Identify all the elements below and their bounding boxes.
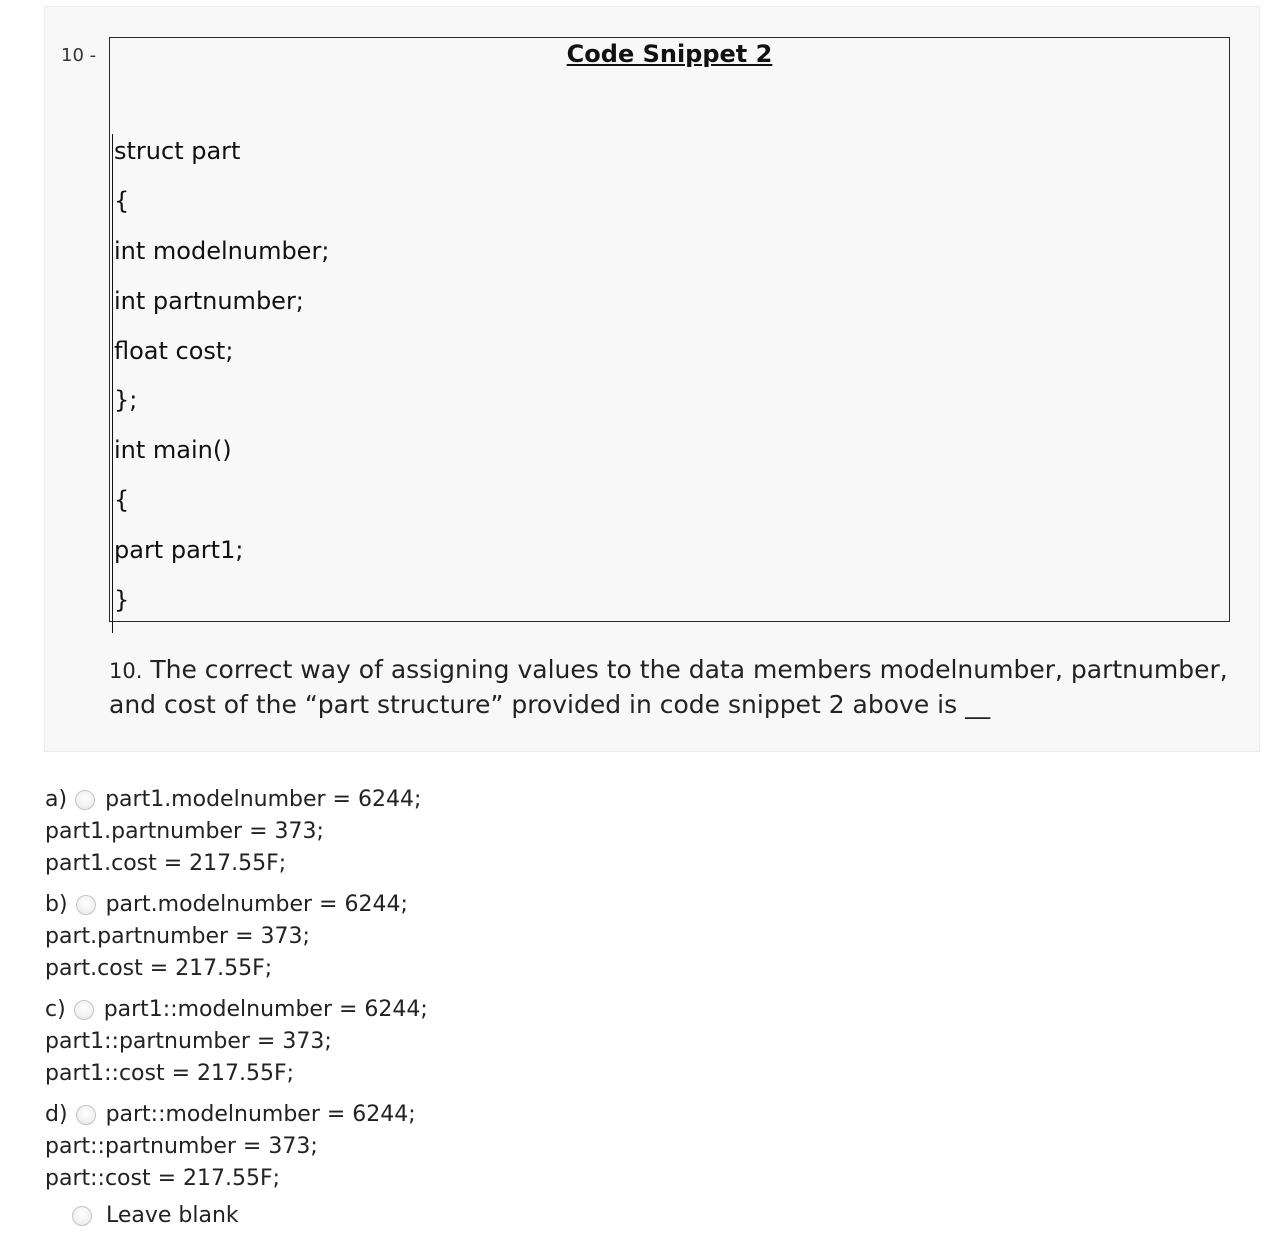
option-line: part.cost = 217.55F; <box>45 956 273 981</box>
option-line: part1::modelnumber = 6244; <box>103 997 428 1022</box>
prompt-number: 10. <box>109 659 143 683</box>
option-d-radio[interactable] <box>76 1105 96 1125</box>
option-line: part::cost = 217.55F; <box>45 1166 281 1191</box>
code-line: struct part <box>112 134 329 184</box>
code-line: int partnumber; <box>112 284 329 334</box>
option-d[interactable] <box>45 1099 428 1195</box>
option-line: part1.partnumber = 373; <box>45 819 324 844</box>
option-letter: c) <box>45 997 66 1022</box>
code-line: float cost; <box>112 334 329 384</box>
snippet-title: Code Snippet 2 <box>566 40 773 68</box>
option-line: part1.cost = 217.55F; <box>45 851 287 876</box>
option-line: part1::cost = 217.55F; <box>45 1061 295 1086</box>
option-line: part.modelnumber = 6244; <box>105 892 408 917</box>
option-a[interactable] <box>45 784 428 880</box>
option-c[interactable] <box>45 994 428 1090</box>
option-a-radio[interactable] <box>75 790 95 810</box>
option-line: part1::partnumber = 373; <box>45 1029 332 1054</box>
prompt-text: The correct way of assigning values to the data members modelnumber, partnumber, and cost of the “part structure” provided in code snippet 2 above is __ <box>109 655 1228 719</box>
code-line: { <box>112 184 329 234</box>
option-letter: a) <box>45 787 68 812</box>
option-line: part1.modelnumber = 6244; <box>105 787 422 812</box>
code-line: part part1; <box>112 533 329 583</box>
option-c-radio[interactable] <box>74 1000 94 1020</box>
answer-options <box>45 784 428 1204</box>
option-line: part::modelnumber = 6244; <box>105 1102 416 1127</box>
code-line: int main() <box>112 433 329 483</box>
option-letter: d) <box>45 1102 68 1127</box>
code-line: }; <box>112 383 329 433</box>
question-prompt <box>109 653 1239 722</box>
question-panel <box>44 6 1260 752</box>
code-lines <box>112 134 329 633</box>
question-number: 10 - <box>61 45 97 66</box>
option-line: part.partnumber = 373; <box>45 924 310 949</box>
option-letter: b) <box>45 892 68 917</box>
leave-blank-label: Leave blank <box>106 1203 239 1228</box>
option-leave-blank[interactable] <box>72 1203 239 1228</box>
option-line: part::partnumber = 373; <box>45 1134 318 1159</box>
option-b[interactable] <box>45 889 428 985</box>
code-line: int modelnumber; <box>112 234 329 284</box>
option-b-radio[interactable] <box>76 895 96 915</box>
code-line: } <box>112 583 329 633</box>
leave-blank-radio[interactable] <box>72 1206 92 1226</box>
code-snippet-box <box>109 37 1230 622</box>
code-line: { <box>112 483 329 533</box>
